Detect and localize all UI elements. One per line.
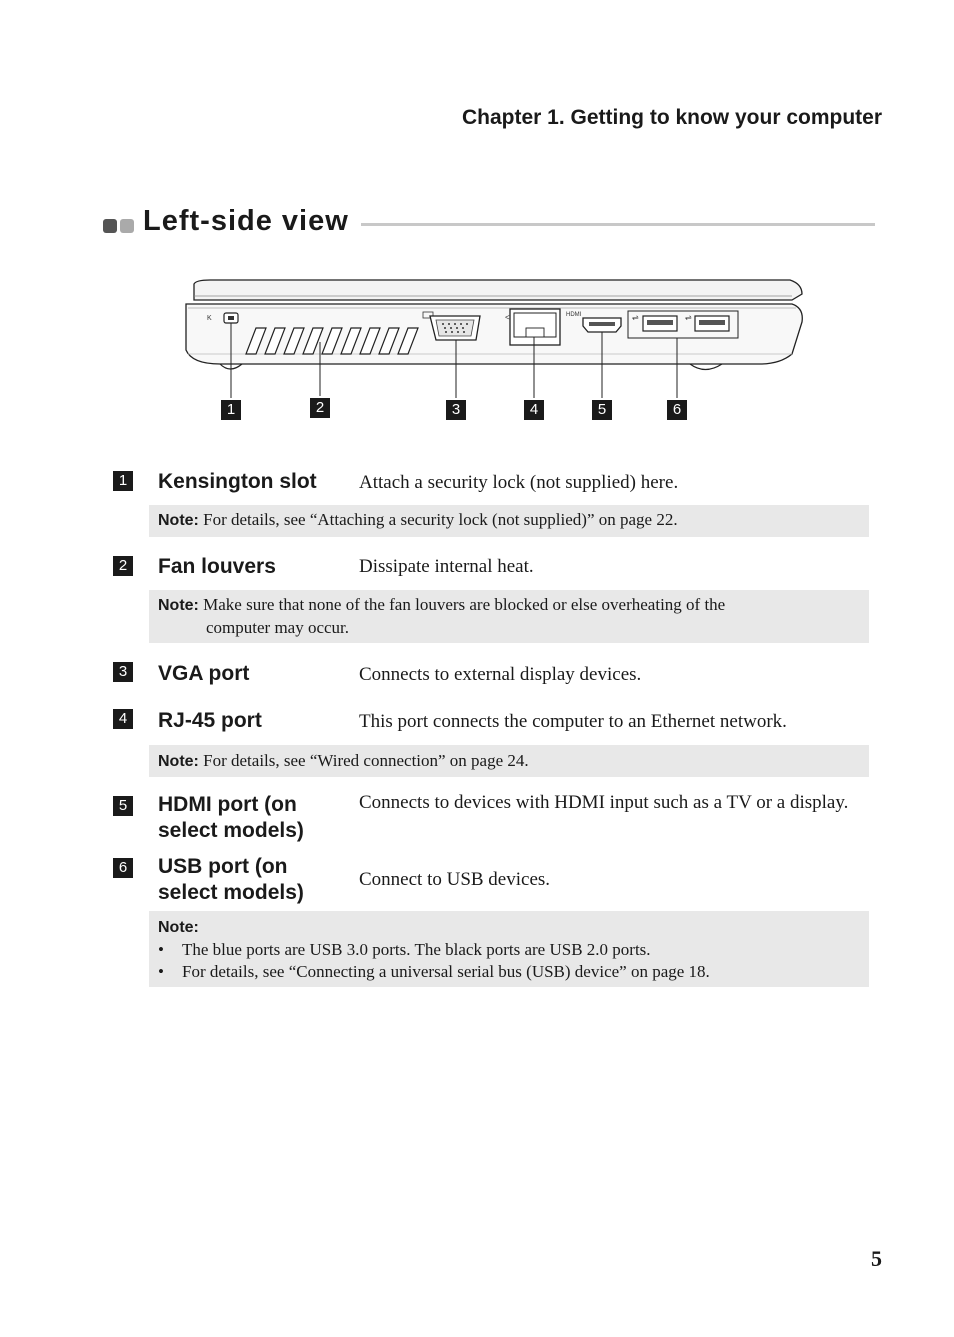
note-text-line2: computer may occur. <box>206 618 350 637</box>
note-usb <box>149 911 869 987</box>
note-label: Note: <box>158 919 199 936</box>
note-text: For details, see “Wired connection” on page 24. <box>203 751 529 770</box>
callout-1: 1 <box>221 400 241 420</box>
heading-bullet-light <box>120 219 134 233</box>
svg-text:HDMI: HDMI <box>566 312 582 318</box>
item-desc-rj45-port: This port connects the computer to an Ethernet network. <box>359 711 787 732</box>
svg-text:K: K <box>207 315 212 322</box>
item-term-hdmi-port <box>158 792 304 844</box>
rj45-port-icon <box>505 309 560 345</box>
item-term-usb-port <box>158 854 304 906</box>
item-term-kensington-slot: Kensington slot <box>158 470 317 493</box>
note-label: Note: <box>158 512 199 529</box>
note-rj45 <box>149 745 869 777</box>
item-number-1: 1 <box>113 471 133 491</box>
item-term-fan-louvers: Fan louvers <box>158 555 276 578</box>
item-number-6: 6 <box>113 858 133 878</box>
chapter-header: Chapter 1. Getting to know your computer <box>461 106 882 129</box>
note-label: Note: <box>158 597 199 614</box>
item-desc-kensington-slot: Attach a security lock (not supplied) here. <box>359 472 679 493</box>
note-text: For details, see “Attaching a security lock (not supplied)” on page 22. <box>203 510 678 529</box>
svg-text:<: < <box>505 313 510 322</box>
note-fan-louvers <box>149 590 869 643</box>
svg-text:⇌: ⇌ <box>632 313 639 322</box>
callout-3: 3 <box>446 400 466 420</box>
item-term-vga-port: VGA port <box>158 662 250 685</box>
item-term-line2: select models) <box>158 881 304 904</box>
item-number-5: 5 <box>113 796 133 816</box>
item-term-line1: HDMI port (on <box>158 793 297 816</box>
note-label: Note: <box>158 753 199 770</box>
item-number-4: 4 <box>113 709 133 729</box>
laptop-left-side-figure <box>180 278 810 423</box>
note-text-line1: Make sure that none of the fan louvers are blocked or else overheating of the <box>203 595 726 614</box>
item-desc-fan-louvers: Dissipate internal heat. <box>359 556 534 577</box>
note-bullet-item: • The blue ports are USB 3.0 ports. The black ports are USB 2.0 ports. <box>158 939 859 961</box>
item-term-line2: select models) <box>158 819 304 842</box>
callout-2: 2 <box>310 398 330 418</box>
note-bullet-list <box>158 939 859 983</box>
item-desc-usb-port: Connect to USB devices. <box>359 869 551 890</box>
laptop-illustration <box>180 278 810 423</box>
note-kensington <box>149 505 869 537</box>
callout-4: 4 <box>524 400 544 420</box>
note-bullet-item: • For details, see “Connecting a universal serial bus (USB) device” on page 18. <box>158 961 859 983</box>
item-number-3: 3 <box>113 662 133 682</box>
item-desc-vga-port: Connects to external display devices. <box>359 664 642 685</box>
section-heading <box>103 205 875 245</box>
heading-bullet-dark <box>103 219 117 233</box>
item-term-rj45-port: RJ-45 port <box>158 709 262 732</box>
item-term-line1: USB port (on <box>158 855 288 878</box>
page-number: 5 <box>871 1246 882 1271</box>
section-rule <box>361 223 875 226</box>
section-title: Left-side view <box>143 205 349 237</box>
item-number-2: 2 <box>113 556 133 576</box>
svg-text:⇌: ⇌ <box>685 313 692 322</box>
item-desc-hdmi-port: Connects to devices with HDMI input such as a TV or a display. <box>359 792 849 813</box>
callout-5: 5 <box>592 400 612 420</box>
callout-6: 6 <box>667 400 687 420</box>
